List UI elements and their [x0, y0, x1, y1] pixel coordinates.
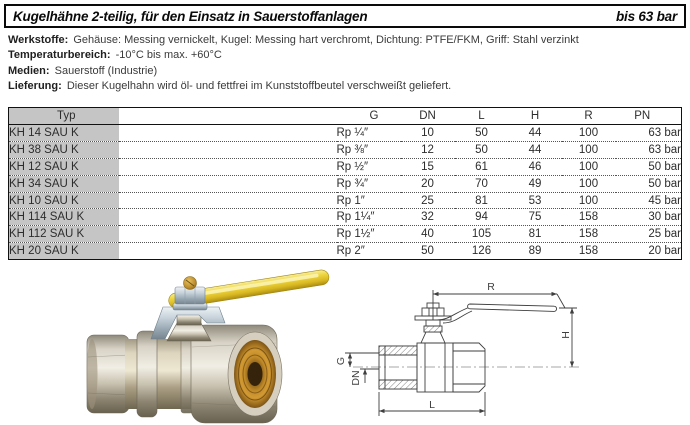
dim-label-r: R: [487, 281, 495, 293]
column-header-filler: [119, 108, 337, 125]
page-title: Kugelhähne 2-teilig, für den Einsatz in Sauerstoffanlagen: [13, 8, 368, 24]
table-cell: 105: [455, 226, 509, 243]
column-header-r: R: [562, 108, 616, 125]
table-cell: 49: [509, 175, 562, 192]
pressure-rating: bis 63 bar: [615, 8, 677, 24]
column-header-pn: PN: [616, 108, 682, 125]
table-filler-cell: [119, 209, 337, 226]
table-cell: 50: [475, 126, 488, 139]
table-filler-cell: [119, 226, 337, 243]
table-cell: Rp 1″: [337, 192, 401, 209]
table-cell: 15: [401, 158, 455, 175]
info-line-temperaturbereich: [8, 48, 684, 63]
info-text: -10°C bis max. +60°C: [115, 49, 222, 62]
valve-ring: [137, 331, 157, 417]
table-filler-cell: [119, 175, 337, 192]
table-cell: 50: [401, 243, 455, 260]
table-cell: 100: [562, 192, 616, 209]
table-cell: 50 bar: [616, 175, 682, 192]
table-filler-cell: [119, 125, 337, 142]
spec-table: [8, 107, 682, 260]
table-row: [9, 141, 682, 158]
column-header-dn: DN: [401, 108, 455, 125]
table-filler-cell: [119, 158, 337, 175]
table-cell: 158: [562, 209, 616, 226]
dim-label-h: H: [560, 331, 572, 339]
table-cell: 100: [562, 158, 616, 175]
info-label: Medien:: [8, 64, 50, 77]
table-row: [9, 158, 682, 175]
info-text: Dieser Kugelhahn wird öl- und fettfrei im Kunststoffbeutel verschweißt geliefert.: [66, 79, 452, 92]
header-bar: [4, 4, 686, 28]
dim-label-g: G: [335, 356, 347, 366]
column-header-h: H: [509, 108, 562, 125]
table-cell: 46: [509, 158, 562, 175]
table-cell: Rp 1½″: [337, 226, 401, 243]
table-cell: 63 bar: [648, 126, 681, 139]
table-cell: 75: [509, 209, 562, 226]
table-header-row: [9, 108, 682, 125]
table-filler-cell: [119, 141, 337, 158]
table-cell: 40: [401, 226, 455, 243]
table-row: [9, 192, 682, 209]
table-cell: 50: [455, 141, 509, 158]
table-cell: 32: [401, 209, 455, 226]
table-cell: Rp ¼″: [336, 126, 369, 139]
table-cell: KH 38 SAU K: [9, 141, 119, 158]
dim-label-dn: DN: [350, 370, 362, 386]
table-cell: 100: [562, 141, 616, 158]
table-cell: KH 12 SAU K: [9, 158, 119, 175]
dim-label-l: L: [429, 399, 435, 411]
table-cell: KH 20 SAU K: [9, 243, 119, 260]
table-filler-cell: [119, 192, 337, 209]
info-label: Werkstoffe:: [8, 34, 69, 46]
table-row: [9, 243, 682, 260]
table-cell: Rp 2″: [337, 243, 401, 260]
table-cell: 44: [528, 126, 542, 139]
info-label: Lieferung:: [8, 79, 62, 92]
table-cell: 44: [509, 141, 562, 158]
spec-table-body: [9, 125, 682, 260]
table-cell: 94: [455, 209, 509, 226]
table-cell: Rp 1¼″: [337, 209, 401, 226]
table-cell: 12: [401, 141, 455, 158]
table-cell: KH 14 SAU K: [9, 125, 119, 142]
info-line-lieferung: [8, 79, 684, 94]
table-cell: KH 34 SAU K: [9, 175, 119, 192]
table-row: [9, 226, 682, 243]
table-cell: 61: [455, 158, 509, 175]
drawing-body: [417, 343, 485, 392]
table-cell: Rp ⅜″: [337, 141, 401, 158]
info-line-werkstoffe: [8, 33, 684, 48]
spec-table-wrap: [8, 107, 682, 260]
product-photo: [85, 265, 335, 425]
table-cell: 100: [562, 175, 616, 192]
table-row: [9, 175, 682, 192]
table-cell: 50 bar: [616, 158, 682, 175]
table-cell: 10: [421, 126, 434, 139]
info-text: Gehäuse: Messing vernickelt, Kugel: Messing hart verchromt, Dichtung: PTFE/FKM, Griff: Stahl verzinkt: [73, 34, 579, 46]
drawing-left-end: [379, 346, 417, 389]
info-line-medien: [8, 64, 684, 79]
table-cell: 70: [455, 175, 509, 192]
valve-left-cap: [87, 335, 130, 413]
table-cell: 30 bar: [616, 209, 682, 226]
table-filler-cell: [119, 243, 337, 260]
table-cell: 81: [455, 192, 509, 209]
table-cell: KH 114 SAU K: [9, 209, 119, 226]
valve-illustration: [87, 269, 330, 423]
table-cell: 126: [455, 243, 509, 260]
table-cell: 20: [401, 175, 455, 192]
technical-drawing: [333, 263, 690, 425]
drawing-handle: [437, 304, 557, 323]
table-cell: 25 bar: [616, 226, 682, 243]
table-cell: 89: [509, 243, 562, 260]
table-cell: 158: [562, 243, 616, 260]
table-cell: 63 bar: [616, 141, 682, 158]
table-row: [9, 209, 682, 226]
table-cell: 100: [578, 126, 599, 139]
info-label: Temperaturbereich:: [8, 49, 111, 62]
table-cell: KH 112 SAU K: [9, 226, 119, 243]
table-row: [9, 125, 682, 142]
table-cell: 20 bar: [616, 243, 682, 260]
column-header-l: L: [455, 108, 509, 125]
handle-nut: [173, 277, 207, 311]
table-cell: 53: [509, 192, 562, 209]
table-cell: 45 bar: [616, 192, 682, 209]
table-cell: 81: [509, 226, 562, 243]
column-header-g: G: [337, 108, 401, 125]
table-cell: Rp ½″: [337, 158, 401, 175]
table-cell: Rp ¾″: [337, 175, 401, 192]
table-cell: 158: [562, 226, 616, 243]
table-cell: KH 10 SAU K: [9, 192, 119, 209]
table-cell: 25: [401, 192, 455, 209]
info-text: Sauerstoff (Industrie): [54, 64, 158, 77]
column-header-typ: Typ: [9, 108, 119, 125]
info-section: [8, 33, 684, 94]
